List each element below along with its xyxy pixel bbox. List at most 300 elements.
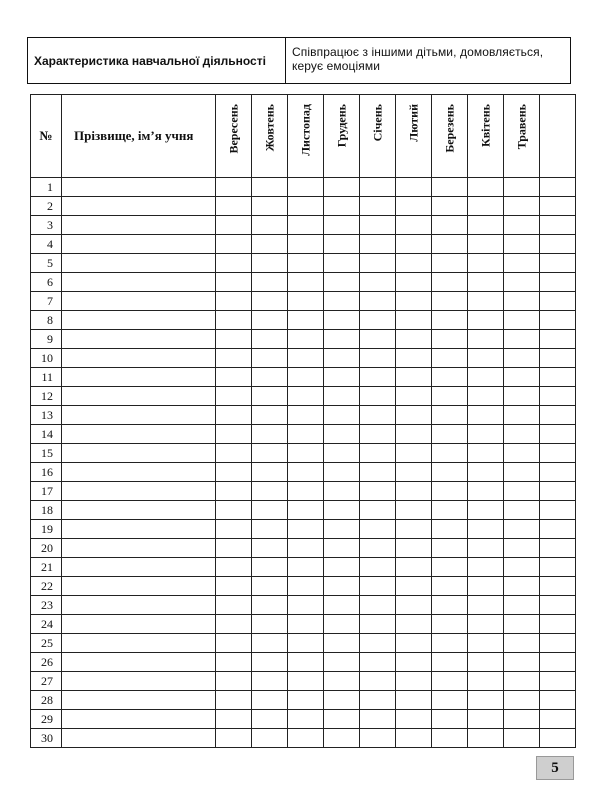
month-mark-cell[interactable] (468, 634, 504, 653)
month-mark-cell[interactable] (360, 710, 396, 729)
month-mark-cell[interactable] (504, 729, 540, 748)
month-mark-cell[interactable] (216, 558, 252, 577)
month-mark-cell[interactable] (540, 292, 576, 311)
month-mark-cell[interactable] (468, 539, 504, 558)
month-mark-cell[interactable] (288, 406, 324, 425)
month-mark-cell[interactable] (324, 254, 360, 273)
month-mark-cell[interactable] (360, 520, 396, 539)
month-mark-cell[interactable] (504, 254, 540, 273)
student-name-cell[interactable] (62, 691, 216, 710)
month-mark-cell[interactable] (216, 406, 252, 425)
month-mark-cell[interactable] (252, 254, 288, 273)
month-mark-cell[interactable] (252, 330, 288, 349)
month-mark-cell[interactable] (432, 235, 468, 254)
student-name-cell[interactable] (62, 444, 216, 463)
month-mark-cell[interactable] (324, 311, 360, 330)
month-mark-cell[interactable] (324, 197, 360, 216)
month-mark-cell[interactable] (216, 216, 252, 235)
month-mark-cell[interactable] (540, 406, 576, 425)
month-mark-cell[interactable] (468, 444, 504, 463)
month-mark-cell[interactable] (288, 444, 324, 463)
student-name-cell[interactable] (62, 292, 216, 311)
month-mark-cell[interactable] (396, 691, 432, 710)
month-mark-cell[interactable] (540, 615, 576, 634)
month-mark-cell[interactable] (540, 596, 576, 615)
month-mark-cell[interactable] (432, 425, 468, 444)
month-mark-cell[interactable] (252, 558, 288, 577)
student-name-cell[interactable] (62, 539, 216, 558)
month-mark-cell[interactable] (216, 273, 252, 292)
month-mark-cell[interactable] (288, 653, 324, 672)
month-mark-cell[interactable] (216, 444, 252, 463)
month-mark-cell[interactable] (432, 729, 468, 748)
student-name-cell[interactable] (62, 501, 216, 520)
student-name-cell[interactable] (62, 178, 216, 197)
month-mark-cell[interactable] (468, 387, 504, 406)
month-mark-cell[interactable] (504, 482, 540, 501)
month-mark-cell[interactable] (324, 216, 360, 235)
month-mark-cell[interactable] (216, 292, 252, 311)
student-name-cell[interactable] (62, 710, 216, 729)
month-mark-cell[interactable] (540, 520, 576, 539)
month-mark-cell[interactable] (324, 463, 360, 482)
month-mark-cell[interactable] (288, 387, 324, 406)
month-mark-cell[interactable] (216, 387, 252, 406)
month-mark-cell[interactable] (432, 577, 468, 596)
month-mark-cell[interactable] (540, 444, 576, 463)
month-mark-cell[interactable] (252, 368, 288, 387)
month-mark-cell[interactable] (360, 387, 396, 406)
month-mark-cell[interactable] (540, 235, 576, 254)
month-mark-cell[interactable] (432, 539, 468, 558)
month-mark-cell[interactable] (288, 273, 324, 292)
month-mark-cell[interactable] (216, 501, 252, 520)
month-mark-cell[interactable] (216, 330, 252, 349)
month-mark-cell[interactable] (252, 672, 288, 691)
month-mark-cell[interactable] (288, 729, 324, 748)
student-name-cell[interactable] (62, 216, 216, 235)
month-mark-cell[interactable] (288, 368, 324, 387)
month-mark-cell[interactable] (432, 520, 468, 539)
month-mark-cell[interactable] (252, 501, 288, 520)
month-mark-cell[interactable] (504, 235, 540, 254)
month-mark-cell[interactable] (288, 710, 324, 729)
month-mark-cell[interactable] (288, 634, 324, 653)
month-mark-cell[interactable] (540, 330, 576, 349)
month-mark-cell[interactable] (324, 729, 360, 748)
month-mark-cell[interactable] (216, 653, 252, 672)
month-mark-cell[interactable] (360, 444, 396, 463)
month-mark-cell[interactable] (468, 520, 504, 539)
student-name-cell[interactable] (62, 406, 216, 425)
month-mark-cell[interactable] (396, 387, 432, 406)
month-mark-cell[interactable] (540, 482, 576, 501)
month-mark-cell[interactable] (432, 444, 468, 463)
month-mark-cell[interactable] (288, 330, 324, 349)
month-mark-cell[interactable] (288, 691, 324, 710)
month-mark-cell[interactable] (216, 425, 252, 444)
month-mark-cell[interactable] (324, 653, 360, 672)
month-mark-cell[interactable] (540, 425, 576, 444)
month-mark-cell[interactable] (324, 615, 360, 634)
month-mark-cell[interactable] (504, 425, 540, 444)
month-mark-cell[interactable] (396, 178, 432, 197)
month-mark-cell[interactable] (504, 349, 540, 368)
month-mark-cell[interactable] (216, 672, 252, 691)
month-mark-cell[interactable] (468, 178, 504, 197)
month-mark-cell[interactable] (432, 330, 468, 349)
month-mark-cell[interactable] (396, 425, 432, 444)
month-mark-cell[interactable] (504, 501, 540, 520)
month-mark-cell[interactable] (324, 387, 360, 406)
month-mark-cell[interactable] (288, 596, 324, 615)
month-mark-cell[interactable] (396, 444, 432, 463)
month-mark-cell[interactable] (396, 235, 432, 254)
month-mark-cell[interactable] (468, 425, 504, 444)
month-mark-cell[interactable] (324, 710, 360, 729)
month-mark-cell[interactable] (468, 710, 504, 729)
month-mark-cell[interactable] (504, 444, 540, 463)
month-mark-cell[interactable] (504, 216, 540, 235)
month-mark-cell[interactable] (252, 197, 288, 216)
month-mark-cell[interactable] (432, 463, 468, 482)
month-mark-cell[interactable] (288, 349, 324, 368)
month-mark-cell[interactable] (288, 254, 324, 273)
month-mark-cell[interactable] (432, 634, 468, 653)
month-mark-cell[interactable] (468, 368, 504, 387)
month-mark-cell[interactable] (396, 406, 432, 425)
month-mark-cell[interactable] (360, 311, 396, 330)
month-mark-cell[interactable] (324, 349, 360, 368)
month-mark-cell[interactable] (288, 216, 324, 235)
month-mark-cell[interactable] (360, 216, 396, 235)
month-mark-cell[interactable] (360, 653, 396, 672)
month-mark-cell[interactable] (252, 216, 288, 235)
month-mark-cell[interactable] (216, 634, 252, 653)
student-name-cell[interactable] (62, 197, 216, 216)
month-mark-cell[interactable] (324, 672, 360, 691)
month-mark-cell[interactable] (540, 672, 576, 691)
month-mark-cell[interactable] (324, 178, 360, 197)
month-mark-cell[interactable] (540, 311, 576, 330)
month-mark-cell[interactable] (540, 501, 576, 520)
month-mark-cell[interactable] (540, 216, 576, 235)
month-mark-cell[interactable] (468, 406, 504, 425)
student-name-cell[interactable] (62, 254, 216, 273)
month-mark-cell[interactable] (288, 425, 324, 444)
month-mark-cell[interactable] (432, 406, 468, 425)
month-mark-cell[interactable] (360, 425, 396, 444)
month-mark-cell[interactable] (216, 254, 252, 273)
month-mark-cell[interactable] (216, 539, 252, 558)
month-mark-cell[interactable] (396, 482, 432, 501)
student-name-cell[interactable] (62, 368, 216, 387)
month-mark-cell[interactable] (324, 558, 360, 577)
month-mark-cell[interactable] (324, 520, 360, 539)
month-mark-cell[interactable] (288, 520, 324, 539)
month-mark-cell[interactable] (468, 311, 504, 330)
month-mark-cell[interactable] (504, 311, 540, 330)
student-name-cell[interactable] (62, 596, 216, 615)
month-mark-cell[interactable] (504, 710, 540, 729)
month-mark-cell[interactable] (540, 577, 576, 596)
month-mark-cell[interactable] (360, 349, 396, 368)
month-mark-cell[interactable] (504, 558, 540, 577)
month-mark-cell[interactable] (288, 501, 324, 520)
month-mark-cell[interactable] (396, 273, 432, 292)
month-mark-cell[interactable] (396, 653, 432, 672)
month-mark-cell[interactable] (468, 577, 504, 596)
month-mark-cell[interactable] (360, 729, 396, 748)
month-mark-cell[interactable] (288, 672, 324, 691)
month-mark-cell[interactable] (540, 729, 576, 748)
month-mark-cell[interactable] (396, 615, 432, 634)
student-name-cell[interactable] (62, 520, 216, 539)
month-mark-cell[interactable] (468, 216, 504, 235)
month-mark-cell[interactable] (252, 729, 288, 748)
month-mark-cell[interactable] (504, 634, 540, 653)
month-mark-cell[interactable] (252, 425, 288, 444)
month-mark-cell[interactable] (324, 596, 360, 615)
month-mark-cell[interactable] (432, 596, 468, 615)
month-mark-cell[interactable] (468, 273, 504, 292)
month-mark-cell[interactable] (288, 197, 324, 216)
month-mark-cell[interactable] (216, 482, 252, 501)
month-mark-cell[interactable] (288, 539, 324, 558)
month-mark-cell[interactable] (468, 691, 504, 710)
month-mark-cell[interactable] (504, 615, 540, 634)
month-mark-cell[interactable] (216, 463, 252, 482)
month-mark-cell[interactable] (432, 672, 468, 691)
month-mark-cell[interactable] (504, 463, 540, 482)
month-mark-cell[interactable] (288, 482, 324, 501)
month-mark-cell[interactable] (360, 197, 396, 216)
month-mark-cell[interactable] (216, 311, 252, 330)
month-mark-cell[interactable] (432, 368, 468, 387)
month-mark-cell[interactable] (324, 539, 360, 558)
month-mark-cell[interactable] (540, 349, 576, 368)
month-mark-cell[interactable] (504, 653, 540, 672)
month-mark-cell[interactable] (396, 520, 432, 539)
month-mark-cell[interactable] (216, 691, 252, 710)
month-mark-cell[interactable] (396, 197, 432, 216)
month-mark-cell[interactable] (432, 387, 468, 406)
month-mark-cell[interactable] (252, 349, 288, 368)
month-mark-cell[interactable] (432, 501, 468, 520)
month-mark-cell[interactable] (432, 710, 468, 729)
month-mark-cell[interactable] (324, 634, 360, 653)
month-mark-cell[interactable] (396, 577, 432, 596)
month-mark-cell[interactable] (468, 463, 504, 482)
month-mark-cell[interactable] (216, 235, 252, 254)
month-mark-cell[interactable] (504, 520, 540, 539)
month-mark-cell[interactable] (360, 368, 396, 387)
month-mark-cell[interactable] (252, 463, 288, 482)
student-name-cell[interactable] (62, 463, 216, 482)
month-mark-cell[interactable] (324, 330, 360, 349)
month-mark-cell[interactable] (468, 482, 504, 501)
month-mark-cell[interactable] (252, 520, 288, 539)
month-mark-cell[interactable] (252, 444, 288, 463)
student-name-cell[interactable] (62, 729, 216, 748)
month-mark-cell[interactable] (252, 634, 288, 653)
student-name-cell[interactable] (62, 615, 216, 634)
month-mark-cell[interactable] (432, 311, 468, 330)
month-mark-cell[interactable] (504, 273, 540, 292)
month-mark-cell[interactable] (252, 235, 288, 254)
month-mark-cell[interactable] (216, 577, 252, 596)
month-mark-cell[interactable] (360, 482, 396, 501)
month-mark-cell[interactable] (252, 539, 288, 558)
month-mark-cell[interactable] (540, 539, 576, 558)
month-mark-cell[interactable] (252, 311, 288, 330)
month-mark-cell[interactable] (324, 501, 360, 520)
student-name-cell[interactable] (62, 482, 216, 501)
month-mark-cell[interactable] (504, 292, 540, 311)
month-mark-cell[interactable] (360, 235, 396, 254)
month-mark-cell[interactable] (432, 558, 468, 577)
month-mark-cell[interactable] (360, 254, 396, 273)
month-mark-cell[interactable] (324, 368, 360, 387)
month-mark-cell[interactable] (216, 197, 252, 216)
student-name-cell[interactable] (62, 273, 216, 292)
student-name-cell[interactable] (62, 577, 216, 596)
month-mark-cell[interactable] (252, 292, 288, 311)
month-mark-cell[interactable] (252, 710, 288, 729)
month-mark-cell[interactable] (288, 615, 324, 634)
student-name-cell[interactable] (62, 558, 216, 577)
month-mark-cell[interactable] (360, 672, 396, 691)
month-mark-cell[interactable] (468, 235, 504, 254)
month-mark-cell[interactable] (468, 349, 504, 368)
student-name-cell[interactable] (62, 653, 216, 672)
month-mark-cell[interactable] (360, 273, 396, 292)
month-mark-cell[interactable] (504, 577, 540, 596)
month-mark-cell[interactable] (540, 653, 576, 672)
month-mark-cell[interactable] (396, 311, 432, 330)
month-mark-cell[interactable] (396, 254, 432, 273)
month-mark-cell[interactable] (324, 691, 360, 710)
month-mark-cell[interactable] (504, 368, 540, 387)
month-mark-cell[interactable] (504, 197, 540, 216)
month-mark-cell[interactable] (504, 406, 540, 425)
month-mark-cell[interactable] (432, 615, 468, 634)
month-mark-cell[interactable] (468, 197, 504, 216)
month-mark-cell[interactable] (396, 463, 432, 482)
month-mark-cell[interactable] (360, 691, 396, 710)
month-mark-cell[interactable] (360, 634, 396, 653)
month-mark-cell[interactable] (396, 558, 432, 577)
month-mark-cell[interactable] (288, 558, 324, 577)
month-mark-cell[interactable] (324, 425, 360, 444)
month-mark-cell[interactable] (216, 596, 252, 615)
student-name-cell[interactable] (62, 634, 216, 653)
month-mark-cell[interactable] (396, 216, 432, 235)
month-mark-cell[interactable] (432, 273, 468, 292)
month-mark-cell[interactable] (360, 539, 396, 558)
month-mark-cell[interactable] (396, 596, 432, 615)
month-mark-cell[interactable] (360, 577, 396, 596)
month-mark-cell[interactable] (468, 596, 504, 615)
month-mark-cell[interactable] (504, 387, 540, 406)
month-mark-cell[interactable] (468, 254, 504, 273)
student-name-cell[interactable] (62, 672, 216, 691)
month-mark-cell[interactable] (252, 577, 288, 596)
month-mark-cell[interactable] (432, 653, 468, 672)
month-mark-cell[interactable] (396, 292, 432, 311)
month-mark-cell[interactable] (540, 691, 576, 710)
month-mark-cell[interactable] (504, 178, 540, 197)
month-mark-cell[interactable] (432, 292, 468, 311)
month-mark-cell[interactable] (396, 710, 432, 729)
month-mark-cell[interactable] (396, 672, 432, 691)
month-mark-cell[interactable] (540, 463, 576, 482)
student-name-cell[interactable] (62, 235, 216, 254)
month-mark-cell[interactable] (360, 178, 396, 197)
month-mark-cell[interactable] (396, 634, 432, 653)
month-mark-cell[interactable] (540, 178, 576, 197)
month-mark-cell[interactable] (288, 577, 324, 596)
month-mark-cell[interactable] (288, 463, 324, 482)
month-mark-cell[interactable] (396, 729, 432, 748)
month-mark-cell[interactable] (216, 368, 252, 387)
month-mark-cell[interactable] (396, 330, 432, 349)
month-mark-cell[interactable] (432, 691, 468, 710)
month-mark-cell[interactable] (432, 216, 468, 235)
month-mark-cell[interactable] (252, 406, 288, 425)
month-mark-cell[interactable] (432, 482, 468, 501)
month-mark-cell[interactable] (468, 558, 504, 577)
student-name-cell[interactable] (62, 330, 216, 349)
month-mark-cell[interactable] (396, 501, 432, 520)
month-mark-cell[interactable] (432, 349, 468, 368)
month-mark-cell[interactable] (216, 729, 252, 748)
month-mark-cell[interactable] (252, 178, 288, 197)
month-mark-cell[interactable] (540, 710, 576, 729)
month-mark-cell[interactable] (360, 596, 396, 615)
month-mark-cell[interactable] (324, 273, 360, 292)
month-mark-cell[interactable] (360, 330, 396, 349)
month-mark-cell[interactable] (468, 292, 504, 311)
month-mark-cell[interactable] (360, 615, 396, 634)
month-mark-cell[interactable] (324, 482, 360, 501)
month-mark-cell[interactable] (288, 292, 324, 311)
month-mark-cell[interactable] (216, 178, 252, 197)
month-mark-cell[interactable] (540, 254, 576, 273)
month-mark-cell[interactable] (360, 558, 396, 577)
month-mark-cell[interactable] (540, 273, 576, 292)
month-mark-cell[interactable] (396, 349, 432, 368)
month-mark-cell[interactable] (468, 615, 504, 634)
month-mark-cell[interactable] (324, 444, 360, 463)
month-mark-cell[interactable] (360, 406, 396, 425)
month-mark-cell[interactable] (252, 482, 288, 501)
month-mark-cell[interactable] (288, 311, 324, 330)
student-name-cell[interactable] (62, 311, 216, 330)
month-mark-cell[interactable] (468, 729, 504, 748)
month-mark-cell[interactable] (468, 653, 504, 672)
month-mark-cell[interactable] (504, 539, 540, 558)
month-mark-cell[interactable] (504, 672, 540, 691)
month-mark-cell[interactable] (216, 520, 252, 539)
month-mark-cell[interactable] (540, 387, 576, 406)
month-mark-cell[interactable] (540, 634, 576, 653)
month-mark-cell[interactable] (360, 463, 396, 482)
month-mark-cell[interactable] (504, 596, 540, 615)
month-mark-cell[interactable] (432, 197, 468, 216)
month-mark-cell[interactable] (432, 178, 468, 197)
month-mark-cell[interactable] (324, 235, 360, 254)
